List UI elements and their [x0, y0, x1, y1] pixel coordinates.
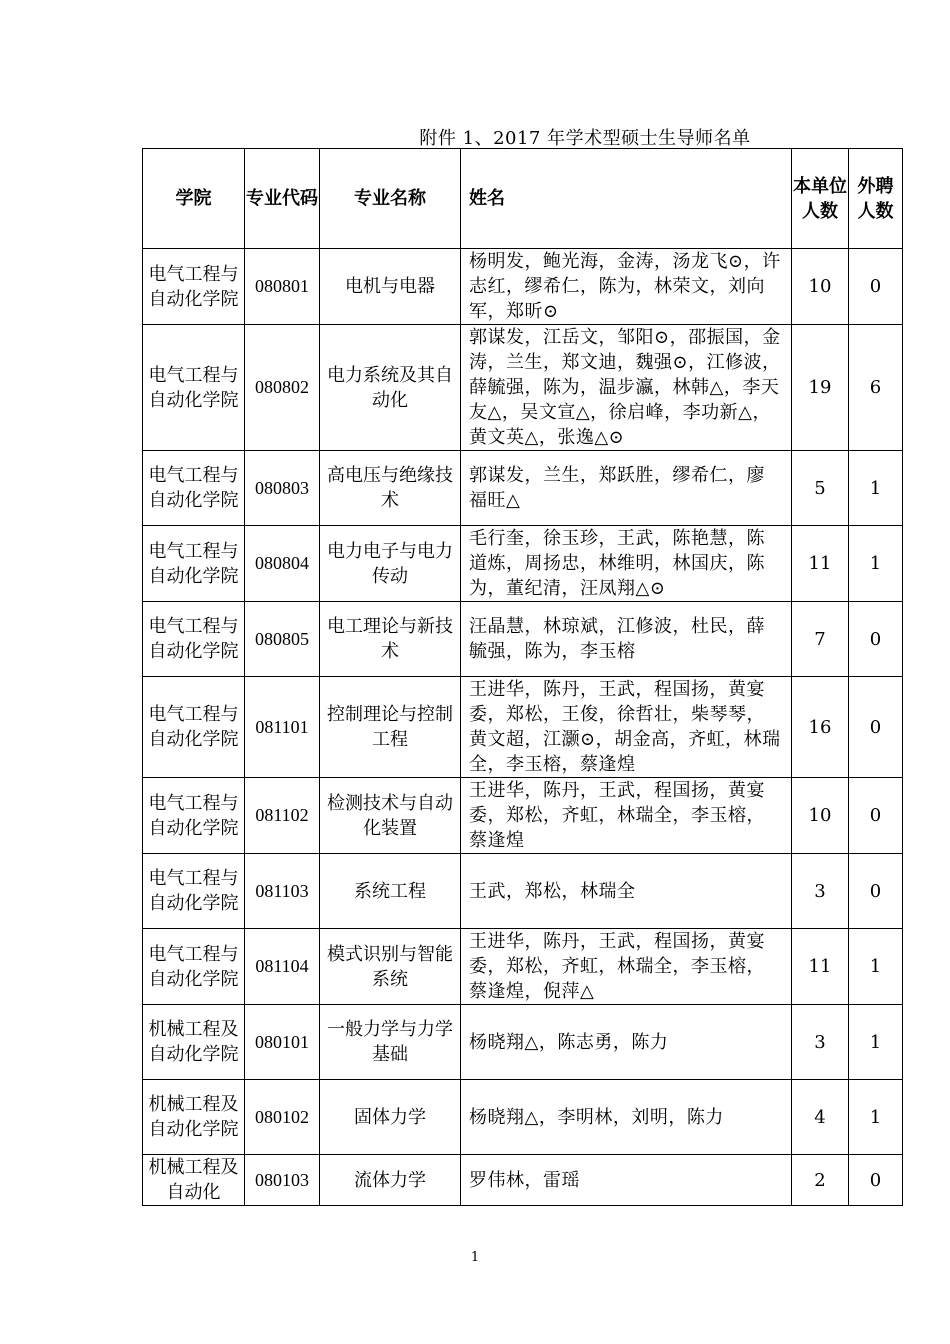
cell-major: 固体力学: [320, 1080, 461, 1155]
header-internal: 本单位人数: [792, 149, 849, 249]
cell-internal: 19: [792, 325, 849, 451]
cell-internal: 2: [792, 1155, 849, 1206]
cell-code: 080103: [245, 1155, 320, 1206]
cell-major: 模式识别与智能系统: [320, 929, 461, 1005]
cell-names: 汪晶慧，林琼斌，江修波，杜民，薛毓强，陈为，李玉榕: [461, 602, 792, 677]
cell-external: 1: [849, 526, 903, 602]
cell-internal: 11: [792, 929, 849, 1005]
cell-code: 081104: [245, 929, 320, 1005]
table-row: [143, 929, 903, 1005]
cell-code: 081102: [245, 778, 320, 854]
cell-names: 杨晓翔△，陈志勇，陈力: [461, 1005, 792, 1080]
cell-external: 1: [849, 929, 903, 1005]
cell-major: 检测技术与自动化装置: [320, 778, 461, 854]
cell-college: 机械工程及自动化学院: [143, 1005, 245, 1080]
cell-names: 王进华，陈丹，王武，程国扬，黄宴委，郑松，齐虹，林瑞全，李玉榕，蔡逢煌: [461, 778, 792, 854]
cell-internal: 7: [792, 602, 849, 677]
cell-names: 王武，郑松，林瑞全: [461, 854, 792, 929]
cell-names: 毛行奎，徐玉珍，王武，陈艳慧，陈道炼，周扬忠，林维明，林国庆，陈为，董纪清，汪凤翔△⊙: [461, 526, 792, 602]
cell-code: 080804: [245, 526, 320, 602]
supervisor-table: [142, 148, 903, 1206]
cell-internal: 16: [792, 677, 849, 778]
table-row: [143, 526, 903, 602]
cell-college: 电气工程与自动化学院: [143, 249, 245, 325]
cell-college: 电气工程与自动化学院: [143, 778, 245, 854]
cell-internal: 3: [792, 1005, 849, 1080]
cell-external: 0: [849, 1155, 903, 1206]
header-major: 专业名称: [320, 149, 461, 249]
table-row: [143, 1005, 903, 1080]
cell-code: 080801: [245, 249, 320, 325]
cell-code: 080803: [245, 451, 320, 526]
cell-external: 1: [849, 451, 903, 526]
table-row: [143, 249, 903, 325]
cell-names: 王进华，陈丹，王武，程国扬，黄宴委，郑松，齐虹，林瑞全，李玉榕，蔡逢煌，倪萍△: [461, 929, 792, 1005]
cell-college: 电气工程与自动化学院: [143, 677, 245, 778]
table-row: [143, 854, 903, 929]
table-row: [143, 451, 903, 526]
cell-external: 1: [849, 1005, 903, 1080]
cell-external: 1: [849, 1080, 903, 1155]
table-row: [143, 1080, 903, 1155]
cell-external: 0: [849, 602, 903, 677]
cell-internal: 4: [792, 1080, 849, 1155]
cell-major: 电工理论与新技术: [320, 602, 461, 677]
cell-college: 机械工程及自动化: [143, 1155, 245, 1206]
cell-external: 0: [849, 677, 903, 778]
table-row: [143, 1155, 903, 1206]
cell-internal: 10: [792, 249, 849, 325]
cell-major: 控制理论与控制工程: [320, 677, 461, 778]
cell-external: 0: [849, 778, 903, 854]
cell-code: 080805: [245, 602, 320, 677]
title-text: 附件 1、2017 年学术型硕士生导师名单: [419, 128, 751, 149]
cell-major: 电力系统及其自动化: [320, 325, 461, 451]
cell-college: 机械工程及自动化学院: [143, 1080, 245, 1155]
header-code: 专业代码: [245, 149, 320, 249]
cell-names: 杨明发，鲍光海，金涛，汤龙飞⊙，许志红，缪希仁，陈为，林荣文，刘向军，郑昕⊙: [461, 249, 792, 325]
cell-major: 电机与电器: [320, 249, 461, 325]
header-external: 外聘人数: [849, 149, 903, 249]
cell-names: 杨晓翔△，李明林，刘明，陈力: [461, 1080, 792, 1155]
cell-major: 电力电子与电力传动: [320, 526, 461, 602]
cell-internal: 5: [792, 451, 849, 526]
cell-external: 0: [849, 854, 903, 929]
cell-college: 电气工程与自动化学院: [143, 854, 245, 929]
cell-names: 罗伟林，雷瑶: [461, 1155, 792, 1206]
table-body: [143, 249, 903, 1206]
header-row: [143, 149, 903, 249]
cell-internal: 10: [792, 778, 849, 854]
cell-code: 081101: [245, 677, 320, 778]
cell-college: 电气工程与自动化学院: [143, 929, 245, 1005]
table-row: [143, 602, 903, 677]
table-row: [143, 778, 903, 854]
cell-college: 电气工程与自动化学院: [143, 526, 245, 602]
cell-external: 6: [849, 325, 903, 451]
cell-internal: 3: [792, 854, 849, 929]
cell-names: 郭谋发，兰生，郑跃胜，缪希仁，廖福旺△: [461, 451, 792, 526]
cell-code: 081103: [245, 854, 320, 929]
cell-code: 080101: [245, 1005, 320, 1080]
cell-major: 系统工程: [320, 854, 461, 929]
cell-internal: 11: [792, 526, 849, 602]
cell-major: 高电压与绝缘技术: [320, 451, 461, 526]
header-names: 姓名: [461, 149, 792, 249]
header-college: 学院: [143, 149, 245, 249]
document-title: [0, 124, 950, 150]
cell-names: 郭谋发，江岳文，邹阳⊙，邵振国，金涛，兰生，郑文迪，魏强⊙，江修波，薛毓强，陈为，温步瀛，林韩△，李天友△，吴文宣△，徐启峰，李功新△，黄文英△，张逸△⊙: [461, 325, 792, 451]
cell-code: 080802: [245, 325, 320, 451]
table-row: [143, 325, 903, 451]
page-number: 1: [470, 1250, 480, 1265]
cell-names: 王进华，陈丹，王武，程国扬，黄宴委，郑松，王俊，徐哲壮，柴琴琴，黄文超，江灏⊙，胡金高，齐虹，林瑞全，李玉榕，蔡逢煌: [461, 677, 792, 778]
table-row: [143, 677, 903, 778]
cell-external: 0: [849, 249, 903, 325]
cell-college: 电气工程与自动化学院: [143, 325, 245, 451]
cell-code: 080102: [245, 1080, 320, 1155]
cell-major: 一般力学与力学基础: [320, 1005, 461, 1080]
cell-college: 电气工程与自动化学院: [143, 602, 245, 677]
cell-major: 流体力学: [320, 1155, 461, 1206]
cell-college: 电气工程与自动化学院: [143, 451, 245, 526]
